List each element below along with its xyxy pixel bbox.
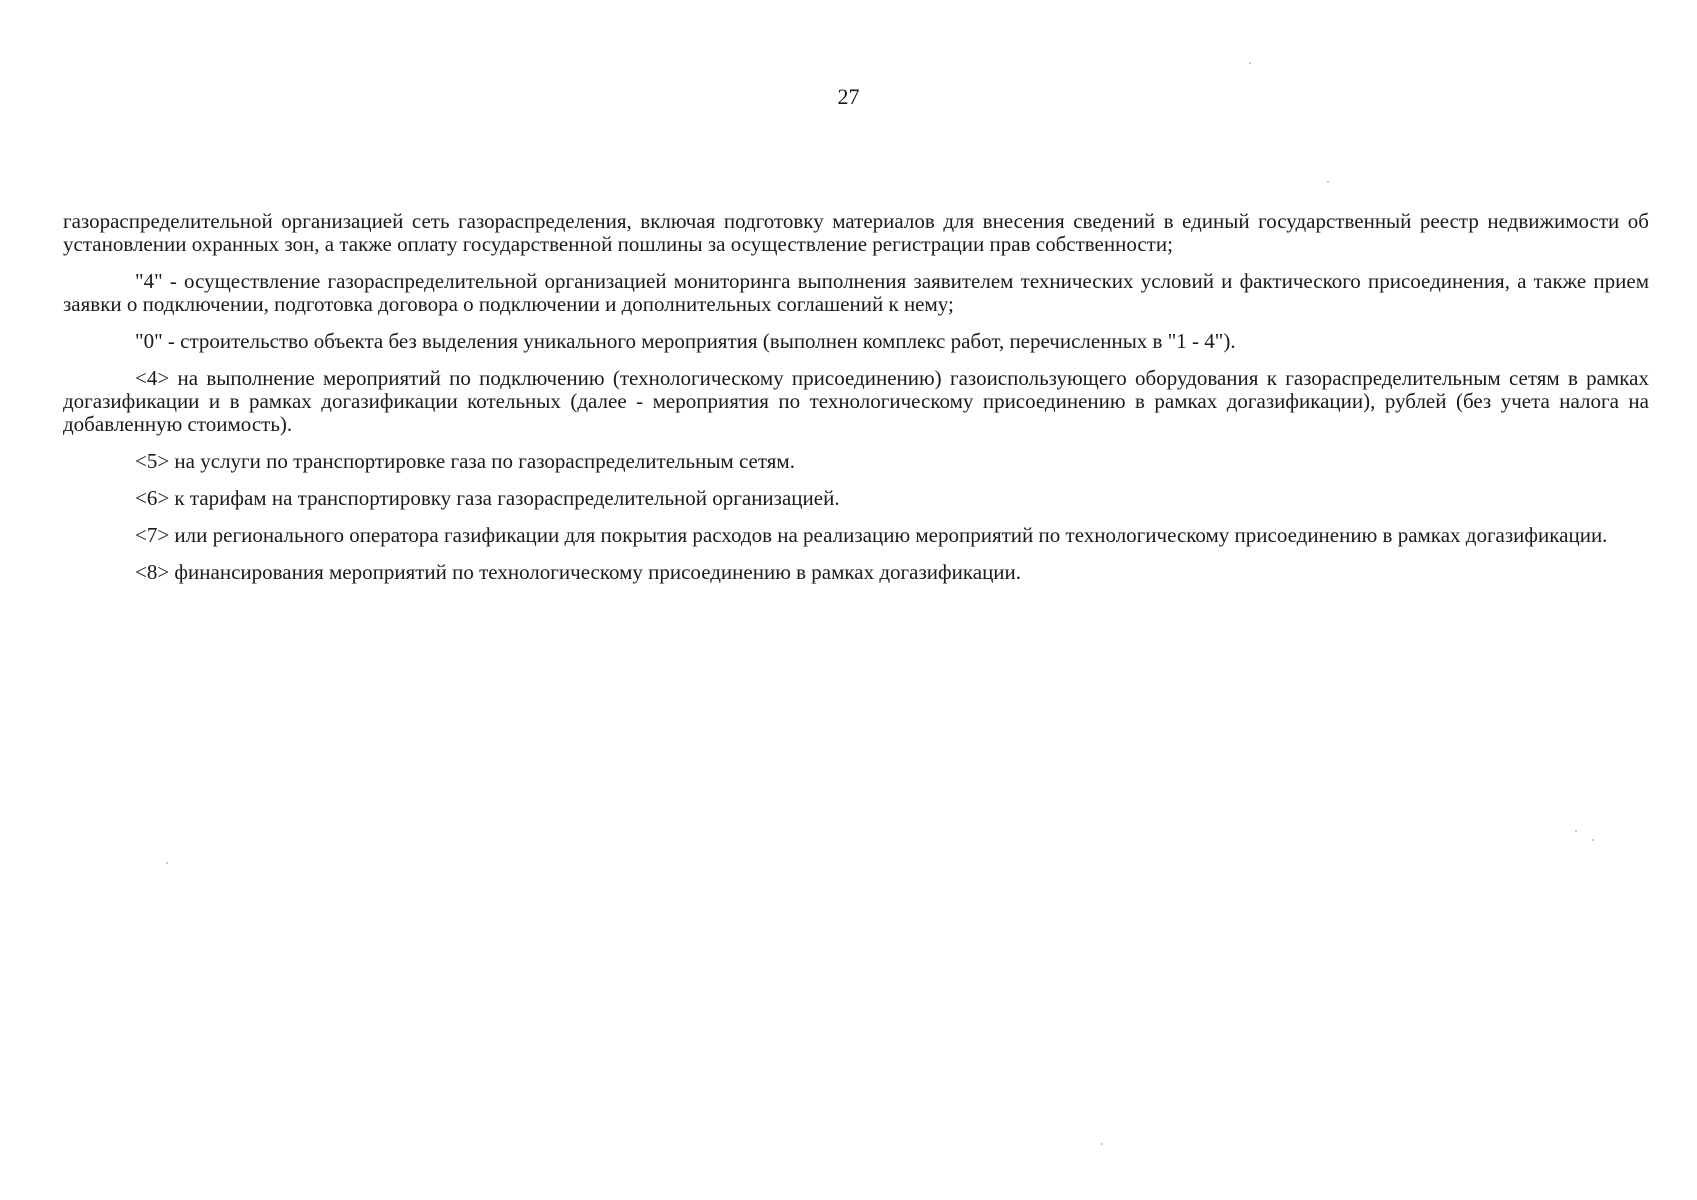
scan-speck bbox=[1327, 181, 1329, 183]
scan-speck bbox=[1575, 830, 1577, 832]
scan-speck bbox=[166, 862, 168, 864]
paragraph-stage-4: "4" - осуществление газораспределительной организацией мониторинга выполнения заявителем технических условий и фактического присоединения, а также прием заявки о подключении, подготовка договора о подключении и дополнительных соглашений к нему; bbox=[63, 269, 1649, 316]
scan-speck bbox=[1249, 62, 1251, 64]
footnote-8: <8> финансирования мероприятий по технологическому присоединению в рамках догазификации. bbox=[135, 560, 1022, 584]
paragraph-continuation: газораспределительной организацией сеть газораспределения, включая подготовку материалов для внесения сведений в единый государственный реестр недвижимости об установлении охранных зон, а также оплату государственной пошлины за осуществление регистрации прав собственности; bbox=[63, 209, 1649, 256]
page-number: 27 bbox=[837, 84, 860, 109]
scan-speck bbox=[1592, 839, 1594, 841]
footnote-7: <7> или регионального оператора газификации для покрытия расходов на реализацию мероприятий по технологическому присоединению в рамках догазификации. bbox=[135, 523, 1608, 547]
document-body bbox=[63, 210, 1649, 598]
paragraph-stage-0: "0" - строительство объекта без выделения уникального мероприятия (выполнен комплекс работ, перечисленных в "1 - 4"). bbox=[135, 329, 1236, 353]
footnote-6: <6> к тарифам на транспортировку газа газораспределительной организацией. bbox=[135, 486, 840, 510]
footnote-5: <5> на услуги по транспортировке газа по газораспределительным сетям. bbox=[135, 449, 795, 473]
footnote-4: <4> на выполнение мероприятий по подключению (технологическому присоединению) газоиспользующего оборудования к газораспределительным сетям в рамках догазификации и в рамках догазификации котельных (далее - мероприятия по технологическому присоединению в рамках догазификации), рублей (без учета налога на добавленную стоимость). bbox=[63, 366, 1649, 436]
scan-speck bbox=[1101, 1143, 1103, 1145]
